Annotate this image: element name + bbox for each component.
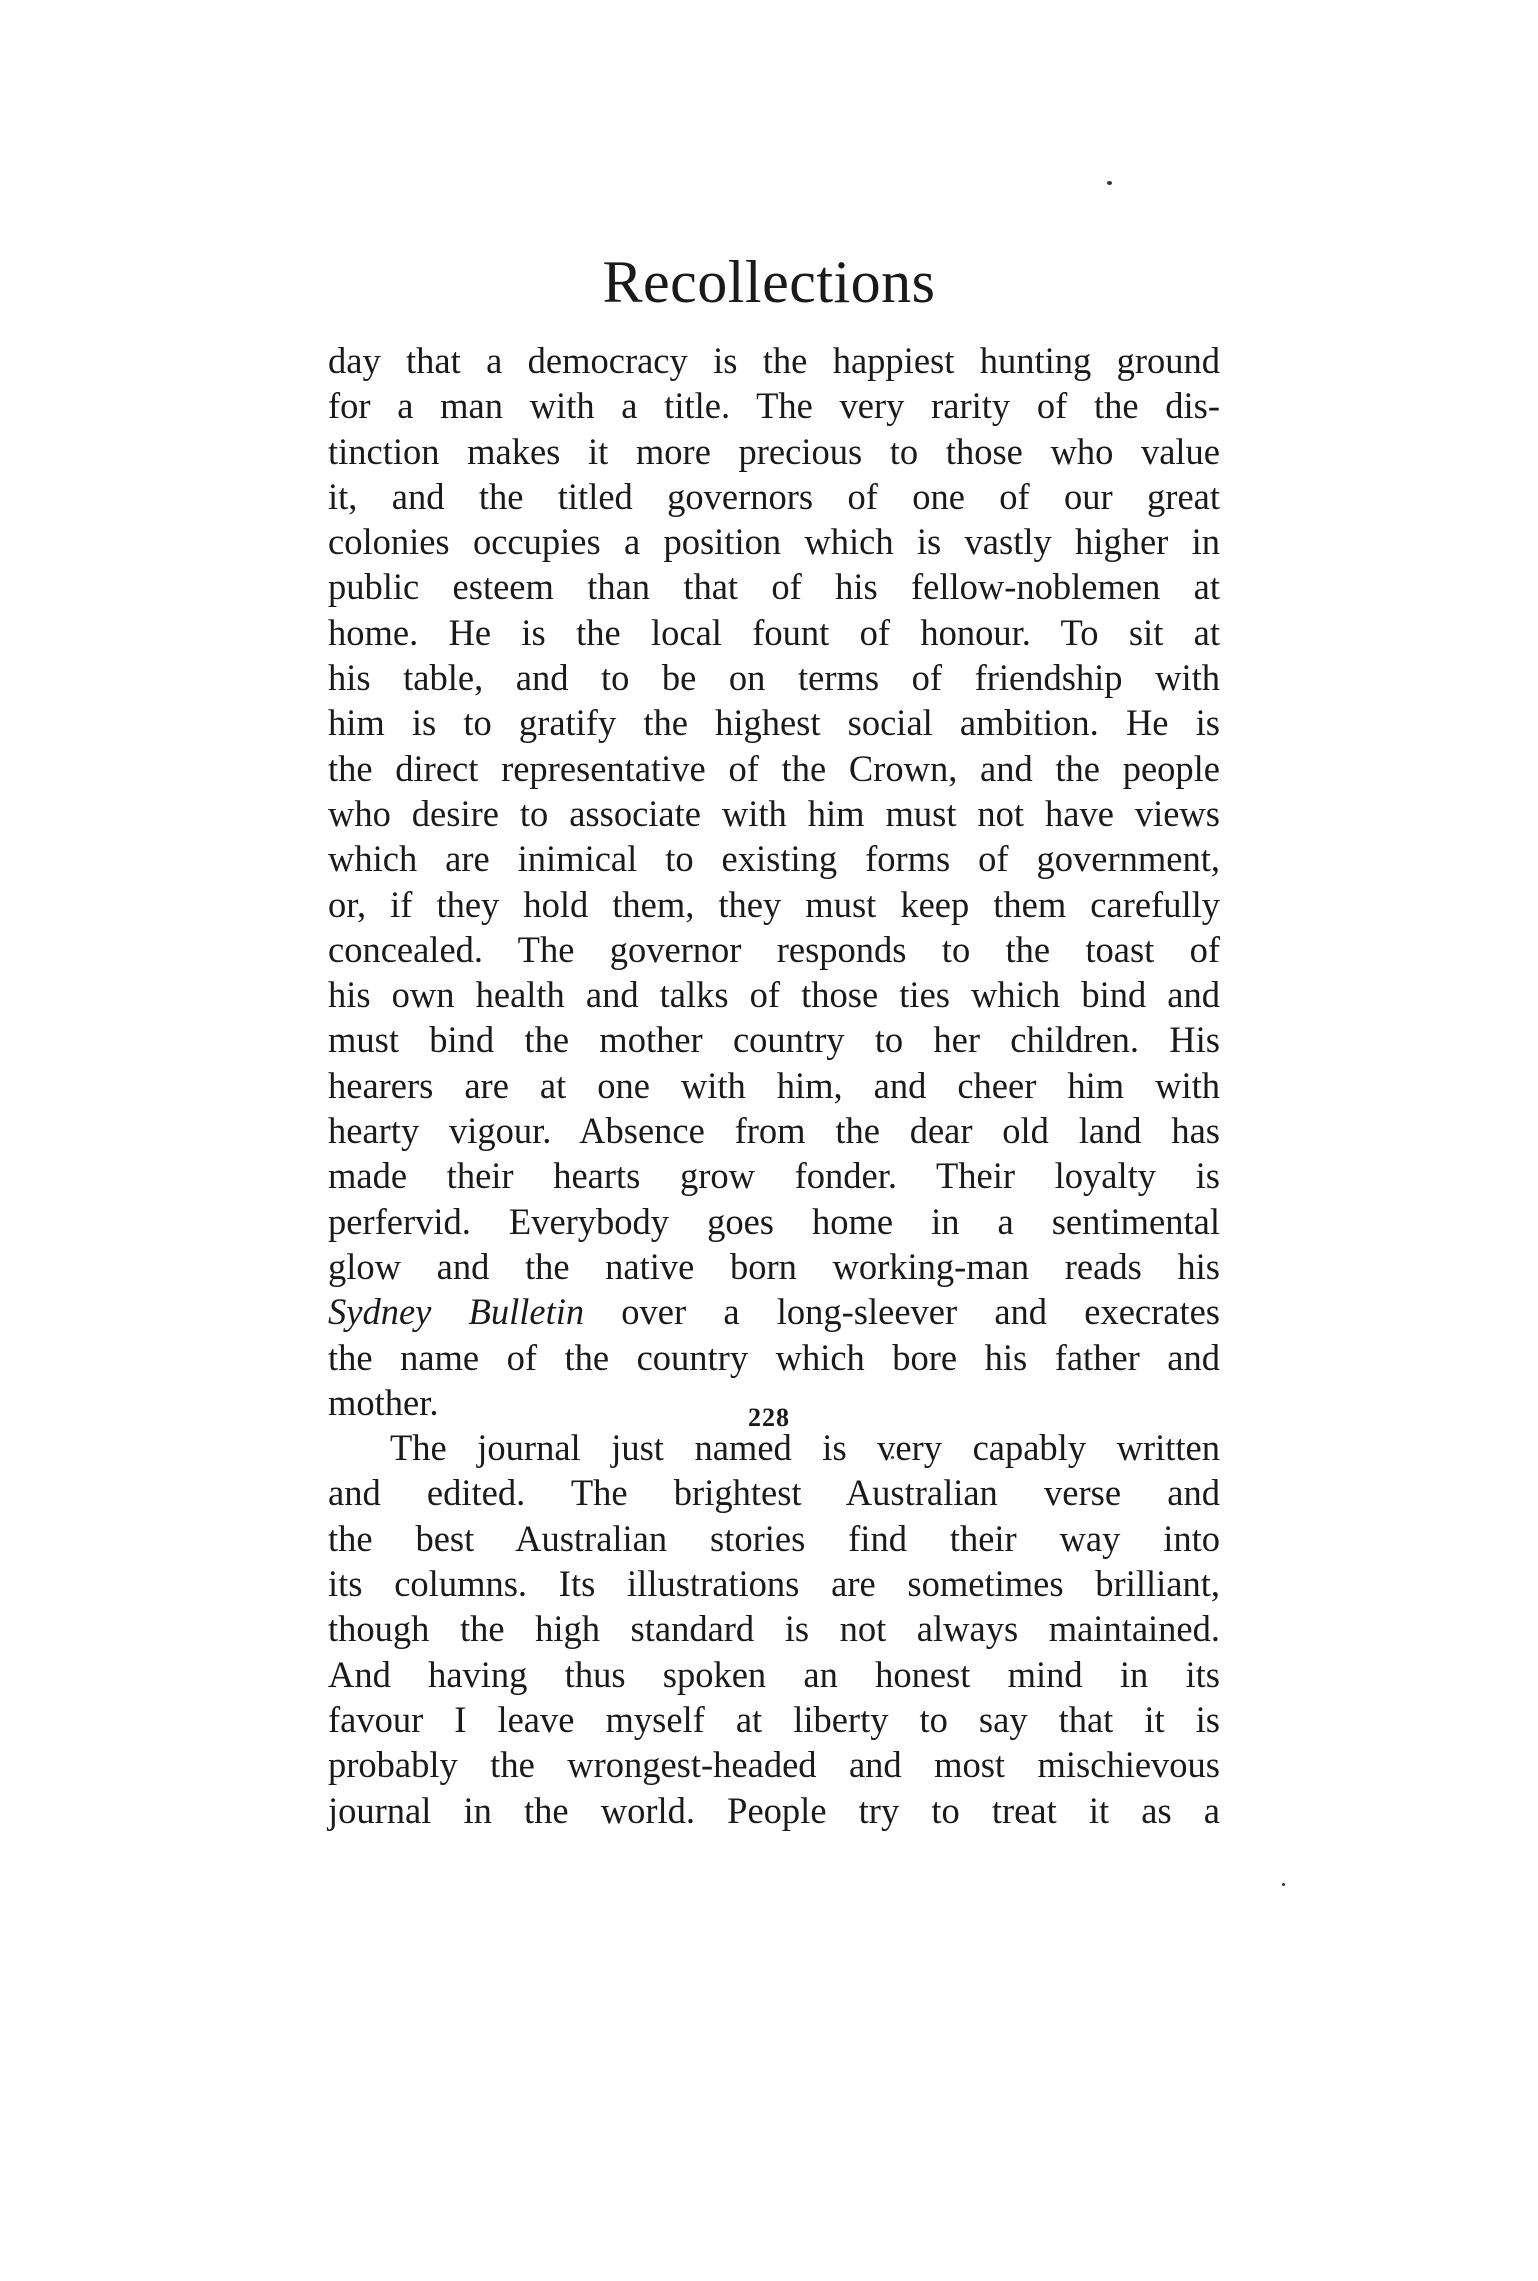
text-line-with-title	[328, 1289, 1220, 1334]
text-line: tinction makes it more precious to those who value	[328, 430, 1220, 472]
text-fragment: over a long-sleever and execrates	[584, 1291, 1220, 1333]
text-line: and edited. The brightest Australian verse and	[328, 1472, 1220, 1514]
text-line: hearty vigour. Absence from the dear old land has	[328, 1110, 1220, 1152]
text-line: its columns. Its illustrations are sometimes brilliant,	[328, 1563, 1220, 1605]
text-line: him is to gratify the highest social ambition. He is	[328, 702, 1220, 744]
text-line: his own health and talks of those ties which bind and	[328, 974, 1220, 1016]
body-text	[328, 338, 1220, 1833]
text-line: the direct representative of the Crown, and the people	[328, 747, 1220, 789]
text-line: which are inimical to existing forms of government,	[328, 838, 1220, 880]
text-line: The journal just named is very capably written	[390, 1427, 1220, 1469]
text-line: journal in the world. People try to treat it as a	[328, 1789, 1220, 1831]
text-line: the name of the country which bore his father and	[328, 1336, 1220, 1378]
running-head: Recollections	[602, 249, 936, 315]
text-line: day that a democracy is the happiest hunting ground	[328, 340, 1220, 381]
text-line: home. He is the local fount of honour. To sit at	[328, 611, 1220, 653]
text-line: made their hearts grow fonder. Their loyalty is	[328, 1155, 1220, 1197]
paragraph-1	[328, 338, 1220, 1425]
print-speck	[1282, 1883, 1285, 1886]
text-line: concealed. The governor responds to the toast of	[328, 928, 1220, 970]
text-line: public esteem than that of his fellow-noblemen at	[328, 566, 1220, 608]
text-line: glow and the native born working-man reads his	[328, 1245, 1220, 1287]
paragraph-2	[328, 1425, 1220, 1833]
text-line: the best Australian stories find their way into	[328, 1517, 1220, 1559]
text-line: who desire to associate with him must not have views	[328, 792, 1220, 834]
text-line: colonies occupies a position which is vastly higher in	[328, 521, 1220, 563]
text-line: must bind the mother country to her children. His	[328, 1019, 1220, 1061]
text-line: perfervid. Everybody goes home in a sentimental	[328, 1200, 1220, 1242]
text-line: hearers are at one with him, and cheer him with	[328, 1064, 1220, 1106]
text-line: for a man with a title. The very rarity of the dis-	[328, 385, 1220, 427]
text-line: his table, and to be on terms of friendship with	[328, 657, 1220, 699]
text-line: though the high standard is not always maintained.	[328, 1608, 1220, 1650]
newspaper-title: Sydney Bulletin	[328, 1291, 585, 1333]
text-line: favour I leave myself at liberty to say that it is	[328, 1698, 1220, 1740]
print-speck	[1107, 181, 1112, 185]
text-line: or, if they hold them, they must keep them carefully	[328, 883, 1220, 925]
text-line: probably the wrongest-headed and most mischievous	[328, 1744, 1220, 1786]
text-line: And having thus spoken an honest mind in its	[328, 1653, 1220, 1695]
text-line: mother.	[328, 1381, 439, 1423]
text-line: it, and the titled governors of one of our great	[328, 475, 1220, 517]
page-number: 228	[748, 1403, 790, 1432]
